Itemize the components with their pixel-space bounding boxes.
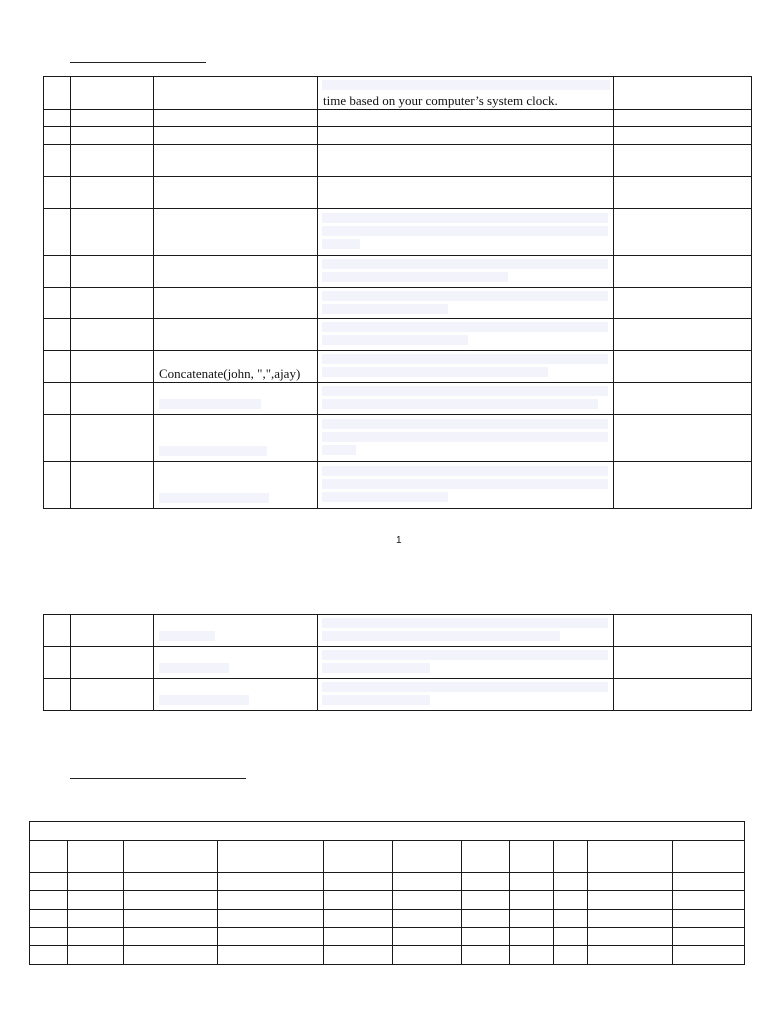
table-row [44,110,752,127]
example-text: Concatenate(john, ",",ajay) [159,366,301,381]
table-header-row [30,841,745,873]
table-row [44,462,752,509]
table-row [30,928,745,946]
section-heading-underline [70,62,206,63]
table-row [44,256,752,288]
table-row [30,873,745,891]
table-row [44,319,752,351]
table-row [44,679,752,711]
page-number: 1 [396,535,402,546]
description-text: time based on your computer’s system clock. [323,93,558,108]
table-row [30,910,745,928]
table-title-row [30,822,745,841]
table-row [44,415,752,462]
table-row [44,177,752,209]
table-row [30,946,745,965]
section-heading-underline [70,778,246,779]
table-row [44,288,752,319]
table-row [30,891,745,910]
functions-table-continued [43,614,752,711]
table-row [44,647,752,679]
empty-grid-table [29,821,745,965]
table-row [44,209,752,256]
functions-table [43,76,752,509]
table-row [44,145,752,177]
table-row [44,127,752,145]
table-row [44,383,752,415]
table-row [44,615,752,647]
table-row [44,351,752,383]
table-row [44,77,752,110]
